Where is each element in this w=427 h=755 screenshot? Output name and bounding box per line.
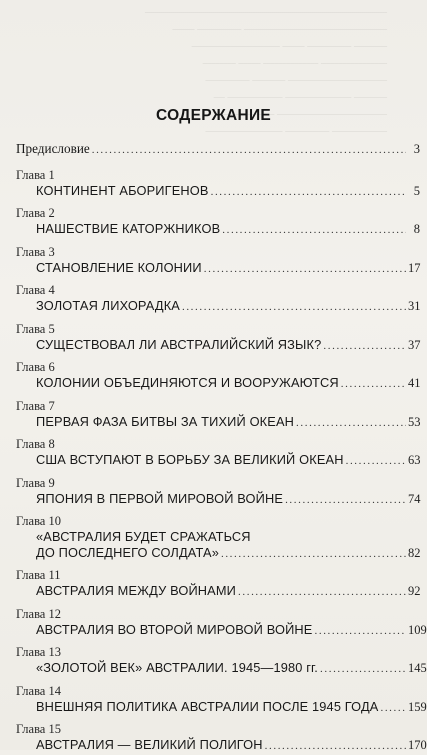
- toc-page-number: 63: [408, 453, 421, 467]
- toc-page-number: 159: [408, 699, 427, 714]
- toc-entry-title: АВСТРАЛИЯ ВО ВТОРОЙ МИРОВОЙ ВОЙНЕ: [36, 621, 313, 637]
- chapter-label: Глава 1: [16, 167, 55, 182]
- leader-dots: [380, 701, 406, 717]
- toc-page-number: 3: [413, 142, 420, 156]
- toc-entry-chapter-11[interactable]: [16, 583, 420, 601]
- leader-dots: [221, 547, 406, 563]
- chapter-label: Глава 2: [16, 206, 55, 220]
- leader-dots: [315, 624, 407, 640]
- leader-dots: [92, 143, 406, 159]
- toc-entry-chapter-13[interactable]: [16, 660, 427, 678]
- toc-page-number: 5: [413, 183, 420, 198]
- chapter-label: Глава 13: [16, 645, 61, 659]
- toc-page-number: 145: [408, 661, 427, 675]
- leader-dots: [211, 185, 406, 201]
- toc-entry-chapter-12[interactable]: [16, 621, 427, 640]
- leader-dots: [341, 377, 406, 393]
- toc-heading: СОДЕРЖАНИЕ: [155, 107, 272, 124]
- leader-dots: [296, 416, 406, 432]
- toc-entry-chapter-15[interactable]: [16, 737, 427, 755]
- toc-entry-title: ВНЕШНЯЯ ПОЛИТИКА АВСТРАЛИИ ПОСЛЕ 1945 ГОДА: [36, 698, 379, 714]
- toc-entry-chapter-8[interactable]: [16, 452, 420, 470]
- toc-entry-title: ЯПОНИЯ В ПЕРВОЙ МИРОВОЙ ВОЙНЕ: [36, 490, 284, 506]
- toc-entry-chapter-6[interactable]: [16, 375, 420, 393]
- leader-dots: [222, 223, 406, 239]
- leader-dots: [204, 262, 406, 278]
- toc-entry-title: США ВСТУПАЮТ В БОРЬБУ ЗА ВЕЛИКИЙ ОКЕАН: [36, 452, 344, 467]
- chapter-label: Глава 4: [16, 283, 55, 297]
- toc-entry-chapter-5[interactable]: [16, 337, 420, 355]
- toc-page-number: 109: [408, 622, 427, 637]
- toc-entry-title: ЗОЛОТАЯ ЛИХОРАДКА: [36, 298, 180, 313]
- toc-page-number: 37: [408, 337, 421, 352]
- toc-entry-title: СТАНОВЛЕНИЕ КОЛОНИИ: [36, 259, 202, 275]
- toc-entry-title: АВСТРАЛИЯ МЕЖДУ ВОЙНАМИ: [36, 583, 237, 598]
- toc-entry-title: «ЗОЛОТОЙ ВЕК» АВСТРАЛИИ. 1945—1980 гг.: [36, 660, 319, 675]
- leader-dots: [182, 300, 406, 316]
- chapter-label: Глава 9: [16, 475, 55, 490]
- chapter-label: Глава 6: [16, 360, 55, 374]
- toc-page-number: 53: [408, 414, 421, 429]
- toc-entry-title: СУЩЕСТВОВАЛ ЛИ АВСТРАЛИЙСКИЙ ЯЗЫК?: [36, 336, 322, 352]
- toc-entry-title: НАШЕСТВИЕ КАТОРЖНИКОВ: [36, 221, 221, 236]
- chapter-label: Глава 5: [16, 321, 55, 336]
- toc-entry-title-line-1: «АВСТРАЛИЯ БУДЕТ СРАЖАТЬСЯ: [36, 529, 251, 544]
- leader-dots: [285, 493, 406, 509]
- chapter-label: Глава 15: [16, 722, 61, 736]
- bleed-through-texture: ____________________________________________ __________________________ ________ ____ ______ ________ ____ ________________ ____________ __________ ____ ______ __________________ ______ ________ ______ ____________ __________ __ ____________________ ______ ____ __________ ________ ______________: [145, 2, 387, 133]
- toc-entry-chapter-9[interactable]: [16, 491, 420, 509]
- chapter-label: Глава 14: [16, 683, 61, 698]
- toc-entry-chapter-10[interactable]: [16, 529, 420, 562]
- toc-entry-title: ПЕРВАЯ ФАЗА БИТВЫ ЗА ТИХИЙ ОКЕАН: [36, 413, 295, 429]
- toc-entry-title: КОЛОНИИ ОБЪЕДИНЯЮТСЯ И ВООРУЖАЮТСЯ: [36, 375, 339, 390]
- toc-entry-chapter-1[interactable]: [16, 183, 420, 201]
- table-of-contents: [16, 141, 427, 755]
- toc-entry-chapter-3[interactable]: [16, 260, 420, 278]
- toc-page-number: 17: [408, 260, 421, 275]
- toc-page-number: 41: [408, 376, 421, 390]
- toc-entry-title-line-2: ДО ПОСЛЕДНЕГО СОЛДАТА»: [36, 544, 219, 560]
- toc-page-number: 31: [408, 299, 421, 313]
- toc-entry-title: КОНТИНЕНТ АБОРИГЕНОВ: [36, 182, 209, 198]
- toc-entry-chapter-14[interactable]: [16, 698, 427, 717]
- toc-page-number: 74: [408, 491, 421, 506]
- toc-page-number: 82: [408, 545, 421, 560]
- toc-entry-title: Предисловие: [16, 141, 90, 156]
- chapter-label: Глава 7: [16, 398, 55, 413]
- toc-entry-chapter-2[interactable]: [16, 221, 420, 239]
- toc-entry-preface[interactable]: [16, 141, 420, 159]
- chapter-label: Глава 11: [16, 568, 61, 582]
- chapter-label: Глава 3: [16, 244, 55, 259]
- toc-entry-chapter-7[interactable]: [16, 414, 420, 432]
- toc-page-number: 8: [413, 222, 420, 236]
- chapter-label: Глава 8: [16, 437, 55, 451]
- toc-page-number: 170: [408, 738, 427, 752]
- leader-dots: [265, 739, 406, 755]
- toc-page-number: 92: [408, 584, 421, 598]
- toc-entry-chapter-4[interactable]: [16, 298, 420, 316]
- toc-entry-title: АВСТРАЛИЯ — ВЕЛИКИЙ ПОЛИГОН: [36, 737, 263, 752]
- leader-dots: [346, 454, 406, 470]
- chapter-label: Глава 12: [16, 606, 61, 621]
- chapter-label: Глава 10: [16, 514, 61, 528]
- leader-dots: [323, 339, 406, 355]
- leader-dots: [238, 585, 406, 601]
- leader-dots: [320, 662, 406, 678]
